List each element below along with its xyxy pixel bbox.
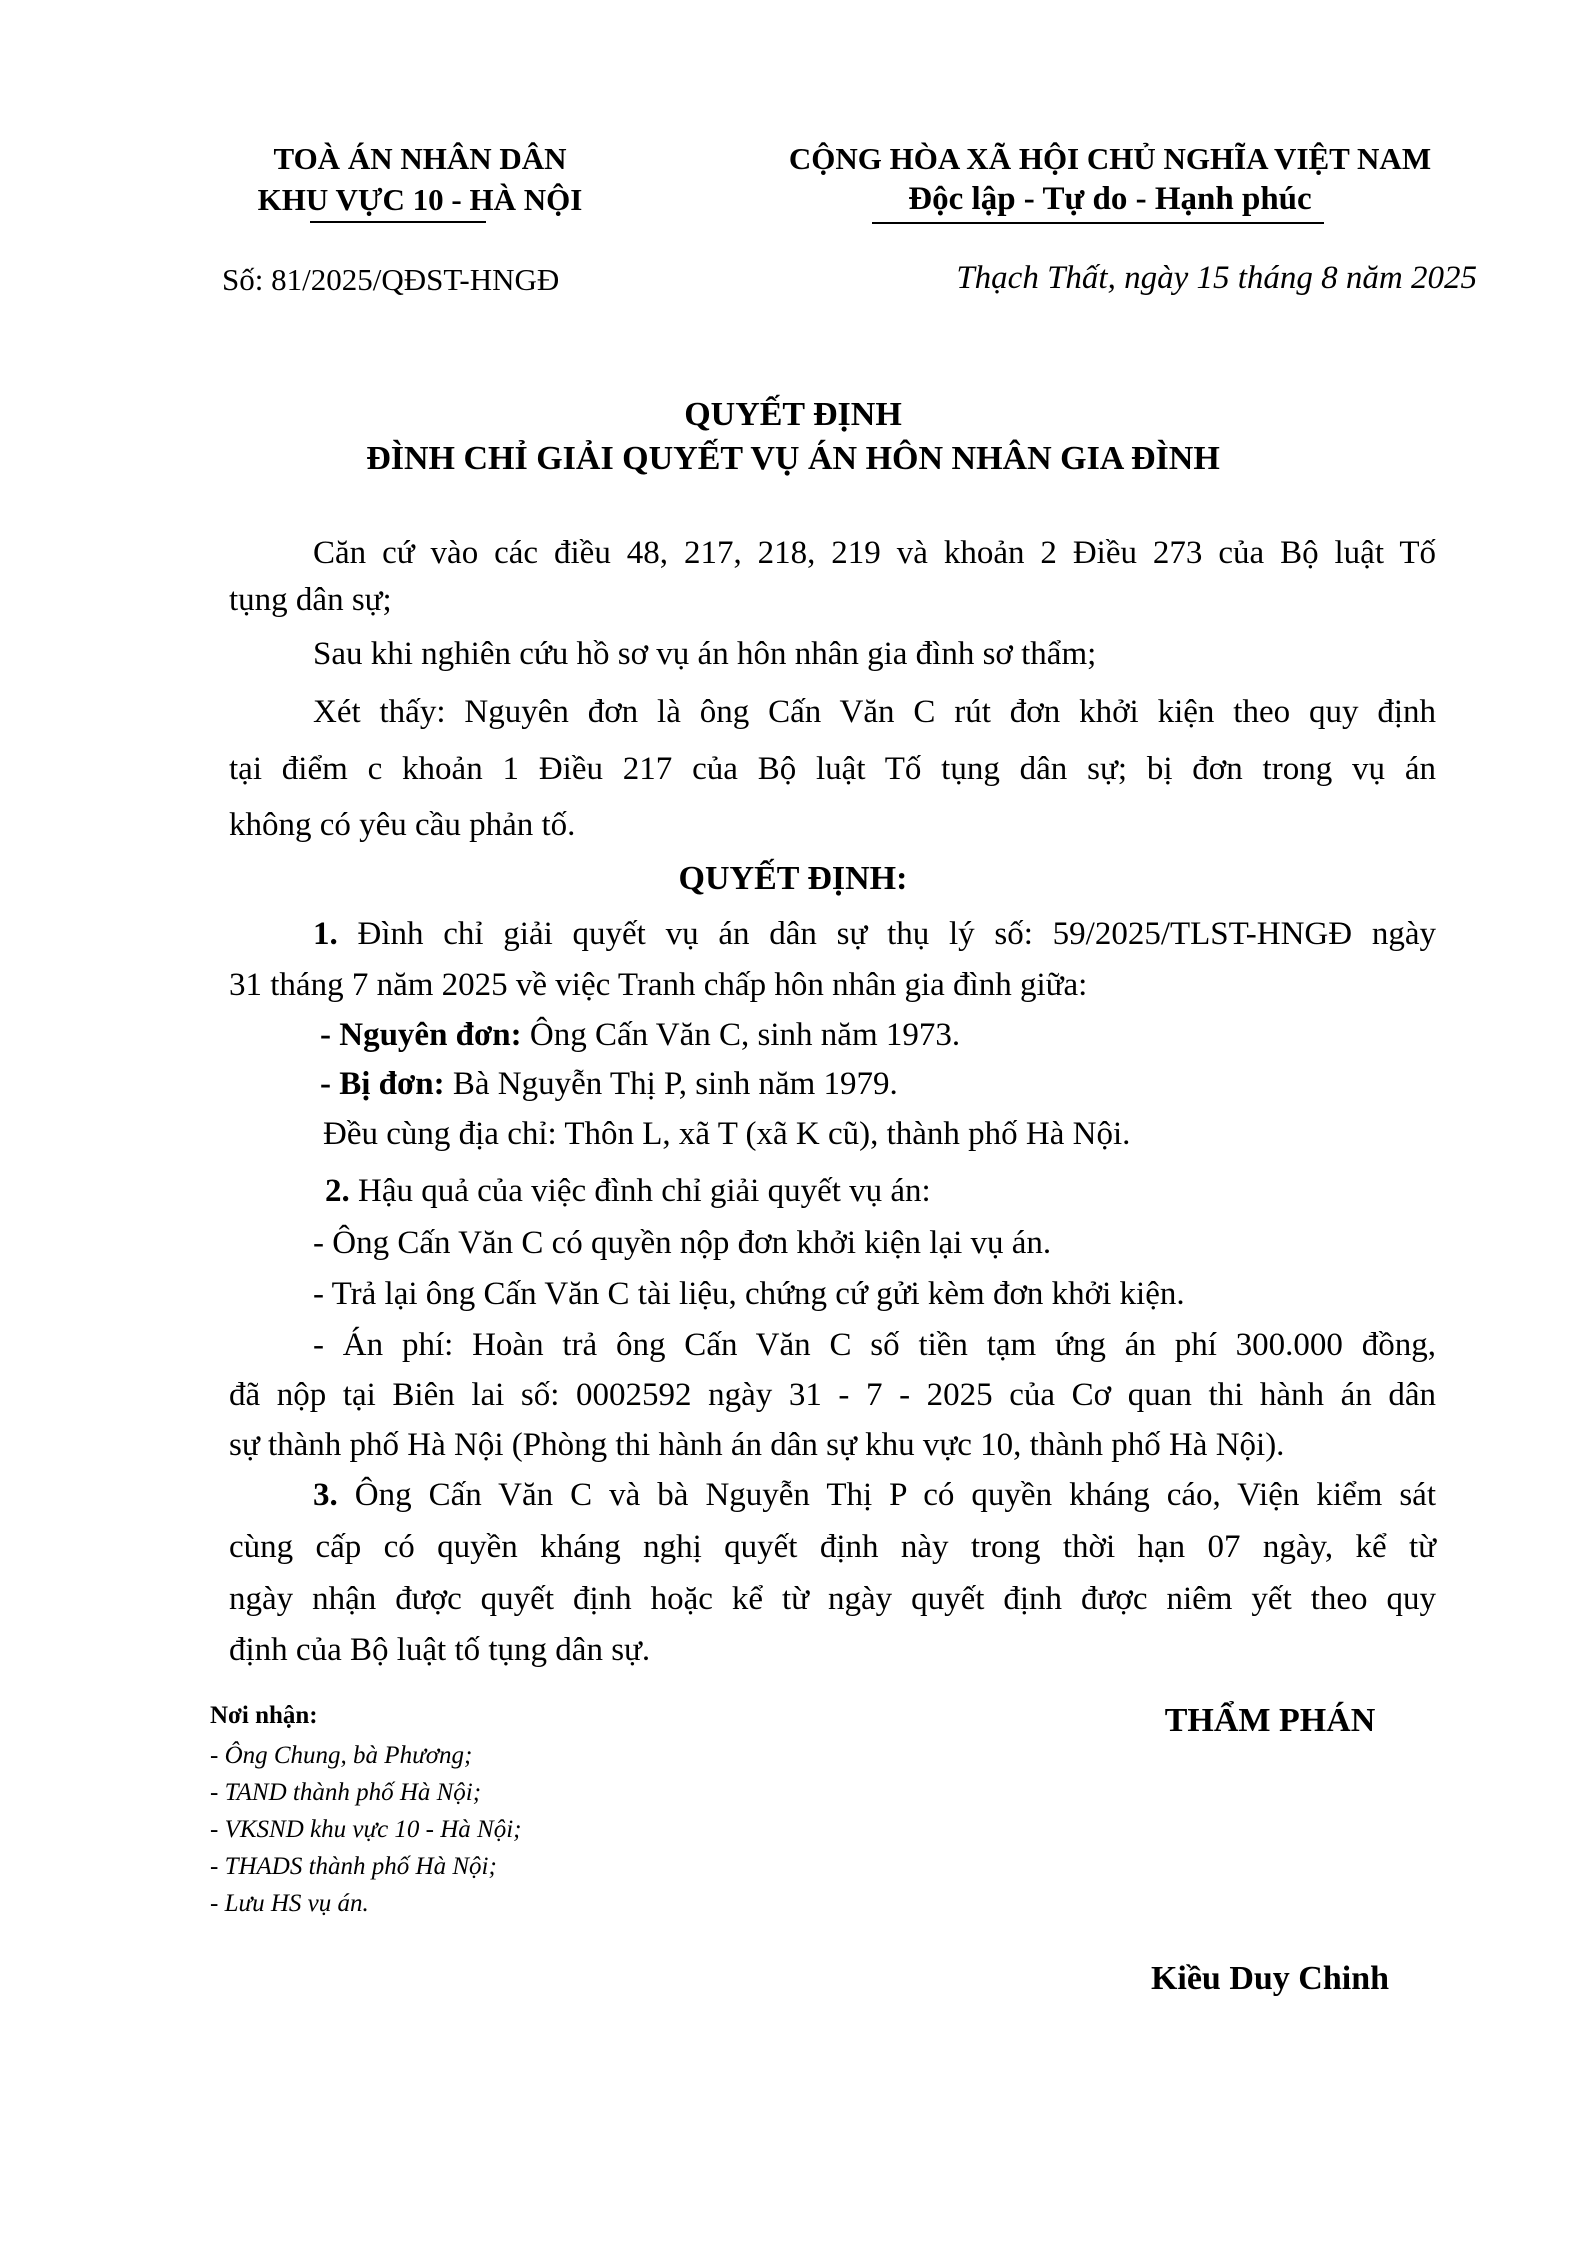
fee-line: đã nộp tại Biên lai số: 0002592 ngày 31 - 7 - 2025 của Cơ quan thi hành án dân: [229, 1377, 1436, 1413]
nation-motto: Độc lập - Tự do - Hạnh phúc: [908, 181, 1312, 217]
document-title: QUYẾT ĐỊNH: [684, 396, 902, 433]
decision-item-2: [325, 1173, 931, 1210]
judge-title: THẨM PHÁN: [1164, 1702, 1376, 1739]
defendant-line: [320, 1066, 898, 1103]
judge-name: Kiều Duy Chinh: [1150, 1960, 1390, 1997]
recipient-item: - Lưu HS vụ án.: [210, 1890, 369, 1917]
court-name: [200, 138, 640, 220]
court-line-1: TOÀ ÁN NHÂN DÂN: [273, 141, 567, 176]
recipient-item: - THADS thành phố Hà Nội;: [210, 1853, 497, 1880]
appeal-line: cùng cấp có quyền kháng nghị quyết định này trong thời hạn 07 ngày, kể từ: [229, 1529, 1436, 1565]
motto-underline: [872, 222, 1324, 224]
recipient-item: - TAND thành phố Hà Nội;: [210, 1779, 482, 1806]
defendant-text: Bà Nguyễn Thị P, sinh năm 1979.: [444, 1066, 898, 1102]
item-text: Hậu quả của việc đình chỉ giải quyết vụ án:: [349, 1173, 931, 1209]
item-number: 1.: [313, 916, 338, 952]
fee-line: - Án phí: Hoàn trả ông Cấn Văn C số tiền tạm ứng án phí 300.000 đồng,: [313, 1327, 1436, 1363]
preamble-line: Xét thấy: Nguyên đơn là ông Cấn Văn C rút đơn khởi kiện theo quy định: [313, 694, 1436, 730]
court-underline: [310, 221, 486, 223]
recipient-item: - VKSND khu vực 10 - Hà Nội;: [210, 1816, 522, 1843]
recipients-title: Nơi nhận:: [210, 1702, 318, 1729]
preamble-line: Căn cứ vào các điều 48, 217, 218, 219 và khoản 2 Điều 273 của Bộ luật Tố: [313, 535, 1436, 571]
address-line: Đều cùng địa chỉ: Thôn L, xã T (xã K cũ), thành phố Hà Nội.: [323, 1116, 1131, 1152]
consequence-line: - Ông Cấn Văn C có quyền nộp đơn khởi kiện lại vụ án.: [313, 1225, 1052, 1261]
document-number: Số: 81/2025/QĐST-HNGĐ: [222, 262, 560, 297]
item-text: Đình chỉ giải quyết vụ án dân sự thụ lý số: 59/2025/TLST-HNGĐ ngày: [337, 916, 1436, 952]
nation-line-1: CỘNG HÒA XÃ HỘI CHỦ NGHĨA VIỆT NAM: [788, 141, 1432, 176]
consequence-line: - Trả lại ông Cấn Văn C tài liệu, chứng cứ gửi kèm đơn khởi kiện.: [313, 1276, 1185, 1312]
preamble-line: tại điểm c khoản 1 Điều 217 của Bộ luật Tố tụng dân sự; bị đơn trong vụ án: [229, 751, 1436, 787]
plaintiff-text: Ông Cấn Văn C, sinh năm 1973.: [521, 1017, 961, 1053]
decision-line: 31 tháng 7 năm 2025 về việc Tranh chấp hôn nhân gia đình giữa:: [229, 967, 1088, 1003]
appeal-line: định của Bộ luật tố tụng dân sự.: [229, 1632, 651, 1668]
preamble-line: Sau khi nghiên cứu hồ sơ vụ án hôn nhân gia đình sơ thẩm;: [313, 636, 1097, 672]
item-text: Ông Cấn Văn C và bà Nguyễn Thị P có quyền kháng cáo, Viện kiểm sát: [337, 1477, 1436, 1513]
plaintiff-line: [320, 1017, 960, 1054]
defendant-label: - Bị đơn:: [320, 1066, 445, 1102]
item-number: 3.: [313, 1477, 338, 1513]
fee-line: sự thành phố Hà Nội (Phòng thi hành án dân sự khu vực 10, thành phố Hà Nội).: [229, 1427, 1285, 1463]
plaintiff-label: - Nguyên đơn:: [320, 1017, 522, 1053]
place-date: Thạch Thất, ngày 15 tháng 8 năm 2025: [956, 260, 1477, 296]
appeal-line: ngày nhận được quyết định hoặc kể từ ngày quyết định được niêm yết theo quy: [229, 1581, 1436, 1617]
nation-header: [700, 138, 1520, 220]
item-number: 2.: [325, 1173, 350, 1209]
preamble-line: tụng dân sự;: [229, 582, 392, 618]
preamble-line: không có yêu cầu phản tố.: [229, 807, 576, 843]
document-subtitle: ĐÌNH CHỈ GIẢI QUYẾT VỤ ÁN HÔN NHÂN GIA ĐÌNH: [366, 440, 1220, 477]
decision-item-3: [313, 1477, 1436, 1514]
court-line-2: KHU VỰC 10 - HÀ NỘI: [257, 182, 583, 217]
recipient-item: - Ông Chung, bà Phương;: [210, 1742, 473, 1769]
decision-item-1: [313, 916, 1436, 953]
decision-heading: QUYẾT ĐỊNH:: [678, 860, 908, 897]
